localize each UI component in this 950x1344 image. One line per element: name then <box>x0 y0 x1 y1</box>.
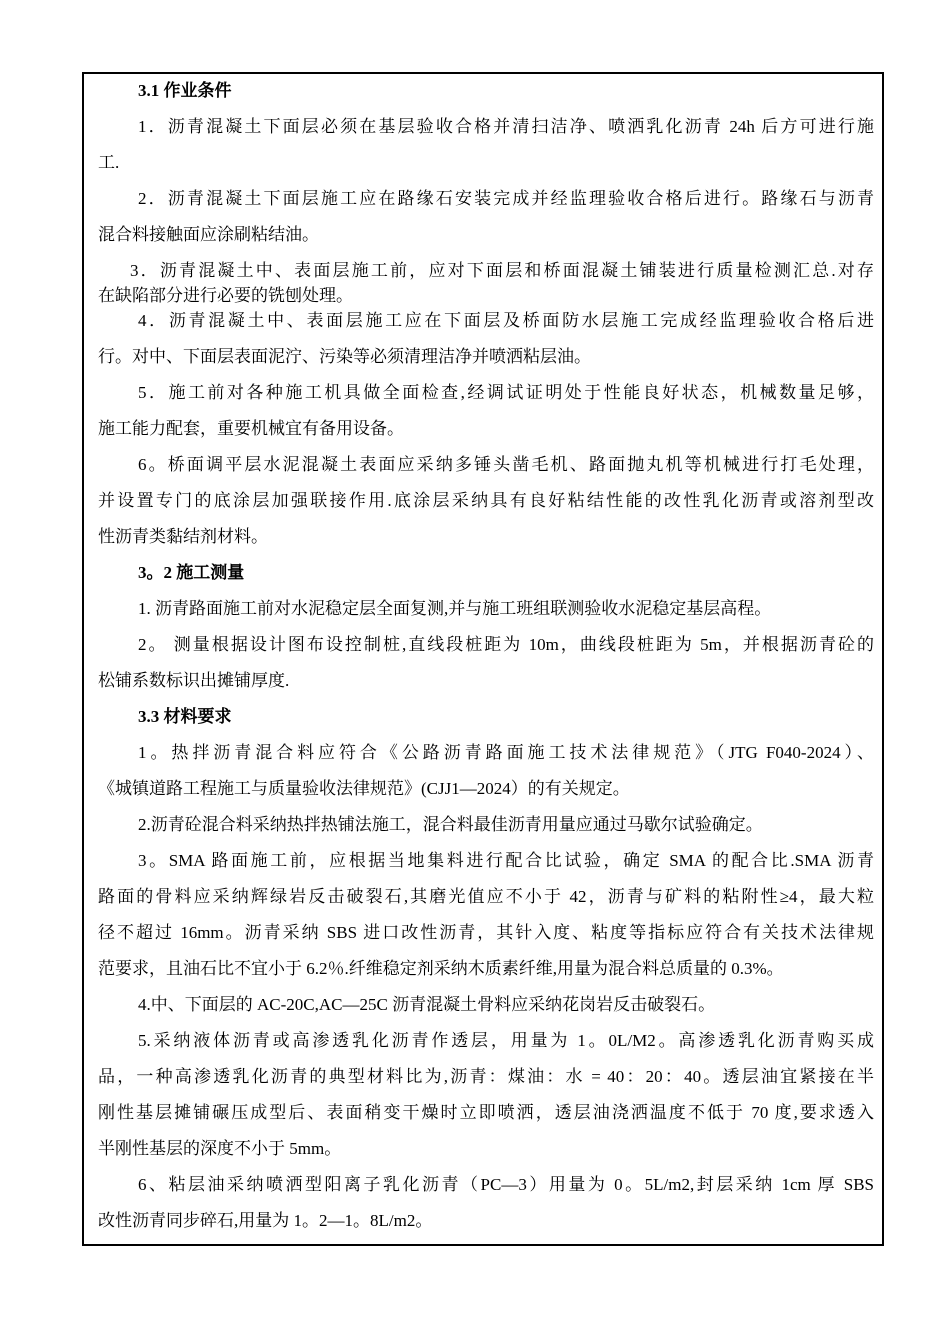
paragraph-line: 3．沥青混凝土中、表面层施工前，应对下面层和桥面混凝土铺装进行质量检测汇总.对存 <box>130 261 874 280</box>
paragraph-line: 1。热拌沥青混合料应符合《公路沥青路面施工技术法律规范》（JTG F040-2024）、 <box>138 743 874 762</box>
paragraph-line: 5.采纳液体沥青或高渗透乳化沥青作透层，用量为 1。0L/M2。高渗透乳化沥青购买成 <box>138 1031 874 1050</box>
paragraph-line: 路面的骨料应采纳辉绿岩反击破裂石,其磨光值应不小于 42，沥青与矿料的粘附性≥4，最大粒 <box>98 887 874 906</box>
paragraph-line: 混合料接触面应涂刷粘结油。 <box>98 225 319 244</box>
paragraph-line: 径不超过 16mm。沥青采纳 SBS 进口改性沥青，其针入度、粘度等指标应符合有关技术法律规 <box>98 923 874 942</box>
section-heading: 3.1 作业条件 <box>138 81 232 100</box>
paragraph-line: 6、粘层油采纳喷洒型阳离子乳化沥青（PC—3）用量为 0。5L/m2,封层采纳 1cm 厚 SBS <box>138 1175 874 1194</box>
paragraph-line: 5．施工前对各种施工机具做全面检查,经调试证明处于性能良好状态，机械数量足够， <box>138 383 874 402</box>
paragraph-line: 品，一种高渗透乳化沥青的典型材料比为,沥青：煤油：水 = 40：20：40。透层油宜紧接在半 <box>98 1067 874 1086</box>
paragraph-line: 《城镇道路工程施工与质量验收法律规范》(CJJ1—2024）的有关规定。 <box>98 779 630 798</box>
paragraph-line: 范要求，且油石比不宜小于 6.2％.纤维稳定剂采纳木质素纤维,用量为混合料总质量的 0.3%。 <box>98 959 784 978</box>
paragraph-line: 性沥青类黏结剂材料。 <box>98 527 268 546</box>
paragraph-line: 1．沥青混凝土下面层必须在基层验收合格并清扫洁净、喷洒乳化沥青 24h 后方可进行施 <box>138 117 874 136</box>
paragraph-line: 工. <box>98 153 120 172</box>
paragraph-line: 松铺系数标识出摊铺厚度. <box>98 671 290 690</box>
paragraph-line: 1. 沥青路面施工前对水泥稳定层全面复测,并与施工班组联测验收水泥稳定基层高程。 <box>138 599 772 618</box>
paragraph-line: 施工能力配套，重要机械宜有备用设备。 <box>98 419 404 438</box>
paragraph-line: 行。对中、下面层表面泥泞、污染等必须清理洁净并喷洒粘层油。 <box>98 347 591 366</box>
paragraph-line: 刚性基层摊铺碾压成型后、表面稍变干燥时立即喷洒，透层油浇洒温度不低于 70 度,要求透入 <box>98 1103 874 1122</box>
paragraph-line: 6。桥面调平层水泥混凝土表面应采纳多锤头凿毛机、路面抛丸机等机械进行打毛处理， <box>138 455 874 474</box>
paragraph-line: 并设置专门的底涂层加强联接作用.底涂层采纳具有良好粘结性能的改性乳化沥青或溶剂型改 <box>98 491 874 510</box>
paragraph-line: 半刚性基层的深度不小于 5mm。 <box>98 1139 342 1158</box>
paragraph-line: 3。SMA 路面施工前，应根据当地集料进行配合比试验，确定 SMA 的配合比.SMA 沥青 <box>138 851 874 870</box>
paragraph-line: 2。 测量根据设计图布设控制桩,直线段桩距为 10m，曲线段桩距为 5m，并根据沥青砼的 <box>138 635 874 654</box>
paragraph-line: 4.中、下面层的 AC-20C,AC—25C 沥青混凝土骨料应采纳花岗岩反击破裂石。 <box>138 995 716 1014</box>
paragraph-line: 2.沥青砼混合料采纳热拌热铺法施工，混合料最佳沥青用量应通过马歇尔试验确定。 <box>138 815 763 834</box>
paragraph-line: 2．沥青混凝土下面层施工应在路缘石安装完成并经监理验收合格后进行。路缘石与沥青 <box>138 189 874 208</box>
paragraph-line: 4．沥青混凝土中、表面层施工应在下面层及桥面防水层施工完成经监理验收合格后进 <box>138 311 874 330</box>
paragraph-line: 改性沥青同步碎石,用量为 1。2—1。8L/m2。 <box>98 1211 433 1230</box>
section-heading: 3。2 施工测量 <box>138 563 245 582</box>
section-heading: 3.3 材料要求 <box>138 707 232 726</box>
document-frame <box>82 72 884 1246</box>
paragraph-line: 在缺陷部分进行必要的铣刨处理。 <box>98 286 353 305</box>
